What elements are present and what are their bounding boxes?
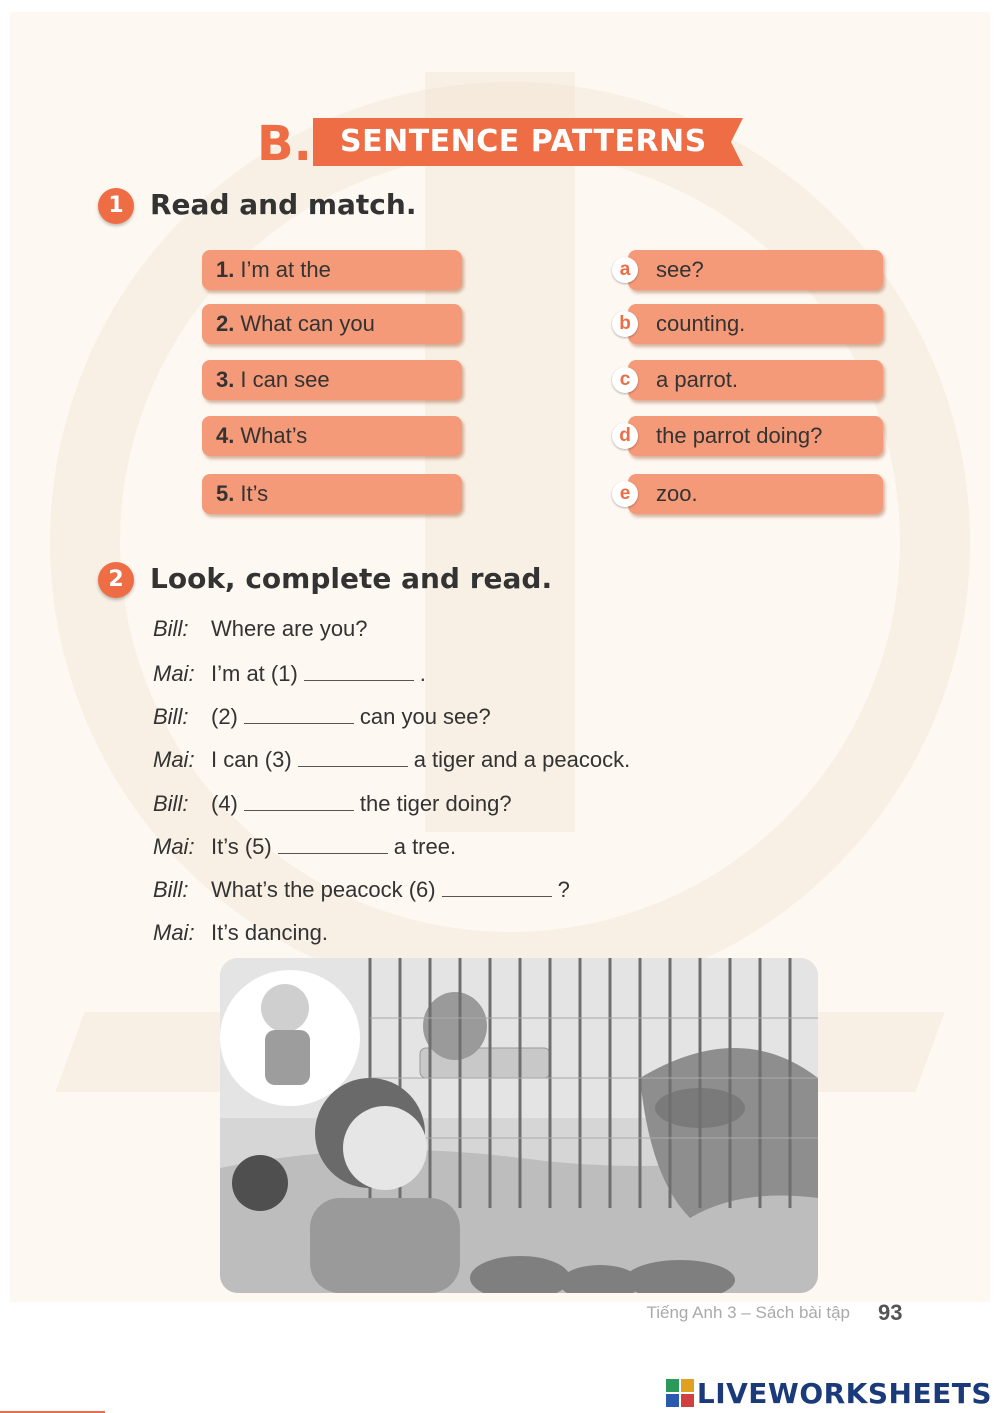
match-left-item[interactable] xyxy=(202,304,462,344)
match-left-item[interactable] xyxy=(202,416,462,456)
match-letter: b xyxy=(612,311,638,337)
match-letter: a xyxy=(612,257,638,283)
item-number: 3. xyxy=(216,367,235,392)
line-text: Where are you? xyxy=(211,616,368,641)
zoo-scene xyxy=(220,958,818,1293)
section-letter: B. xyxy=(257,116,312,172)
line-text: . xyxy=(419,661,426,686)
answer-blank-5[interactable] xyxy=(278,833,388,854)
match-left-item[interactable] xyxy=(202,360,462,400)
line-text: I’m at (1) xyxy=(211,661,298,686)
line-text: What’s the peacock (6) xyxy=(211,877,436,902)
speaker: Mai: xyxy=(153,920,195,945)
item-text: zoo. xyxy=(656,481,698,506)
speaker: Mai: xyxy=(153,661,195,686)
line-text: (2) xyxy=(211,704,238,729)
match-letter: e xyxy=(612,481,638,507)
header-title: SENTENCE PATTERNS xyxy=(340,124,707,159)
speaker: Bill: xyxy=(153,704,189,729)
item-number: 4. xyxy=(216,423,235,448)
match-left-item[interactable] xyxy=(202,474,462,514)
dialogue-line xyxy=(153,876,570,903)
dialogue-line xyxy=(153,920,328,946)
speaker: Bill: xyxy=(153,616,189,641)
item-text: What’s xyxy=(240,423,308,448)
answer-blank-6[interactable] xyxy=(442,876,552,897)
exercise-number: 2 xyxy=(98,562,134,598)
match-right-item[interactable] xyxy=(628,304,883,344)
item-text: What can you xyxy=(240,311,375,336)
speaker: Bill: xyxy=(153,877,189,902)
item-text: I’m at the xyxy=(240,257,331,282)
line-text: a tiger and a peacock. xyxy=(413,747,631,772)
answer-blank-2[interactable] xyxy=(244,703,354,724)
line-text: ? xyxy=(557,877,570,902)
match-left-item[interactable] xyxy=(202,250,462,290)
match-right-item[interactable] xyxy=(628,360,883,400)
brand-name: LIVEWORKSHEETS xyxy=(696,1376,992,1410)
match-letter: c xyxy=(612,367,638,393)
line-text: I can (3) xyxy=(211,747,292,772)
match-right-item[interactable] xyxy=(628,416,883,456)
line-text: It’s (5) xyxy=(211,834,272,859)
item-text: the parrot doing? xyxy=(656,423,823,448)
speaker: Mai: xyxy=(153,834,195,859)
book-title: Tiếng Anh 3 – Sách bài tập xyxy=(646,1303,850,1322)
exercise-title: Look, complete and read. xyxy=(150,562,553,595)
item-number: 1. xyxy=(216,257,235,282)
line-text: can you see? xyxy=(359,704,491,729)
answer-blank-3[interactable] xyxy=(298,746,408,767)
dialogue-line xyxy=(153,790,512,817)
item-text: counting. xyxy=(656,311,746,336)
answer-blank-1[interactable] xyxy=(304,660,414,681)
dialogue-line xyxy=(153,616,368,642)
line-text: It’s dancing. xyxy=(211,920,329,945)
match-letter: d xyxy=(612,423,638,449)
exercise-number: 1 xyxy=(98,188,134,224)
exercise-title: Read and match. xyxy=(150,188,417,221)
dialogue-line xyxy=(153,660,426,687)
dialogue-line xyxy=(153,746,630,773)
page-number: 93 xyxy=(878,1300,903,1325)
item-text: I can see xyxy=(240,367,330,392)
item-text: see? xyxy=(656,257,704,282)
speaker: Mai: xyxy=(153,747,195,772)
item-text: It’s xyxy=(240,481,269,506)
line-text: a tree. xyxy=(393,834,457,859)
item-text: a parrot. xyxy=(656,367,738,392)
line-text: (4) xyxy=(211,791,238,816)
dialogue-line xyxy=(153,703,491,730)
match-right-item[interactable] xyxy=(628,250,883,290)
answer-blank-4[interactable] xyxy=(244,790,354,811)
item-number: 5. xyxy=(216,481,235,506)
speaker: Bill: xyxy=(153,791,189,816)
item-number: 2. xyxy=(216,311,235,336)
match-right-item[interactable] xyxy=(628,474,883,514)
liveworksheets-icon xyxy=(666,1379,694,1407)
line-text: the tiger doing? xyxy=(359,791,512,816)
dialogue-line xyxy=(153,833,456,860)
liveworksheets-logo xyxy=(666,1376,992,1410)
zoo-illustration xyxy=(220,958,818,1293)
